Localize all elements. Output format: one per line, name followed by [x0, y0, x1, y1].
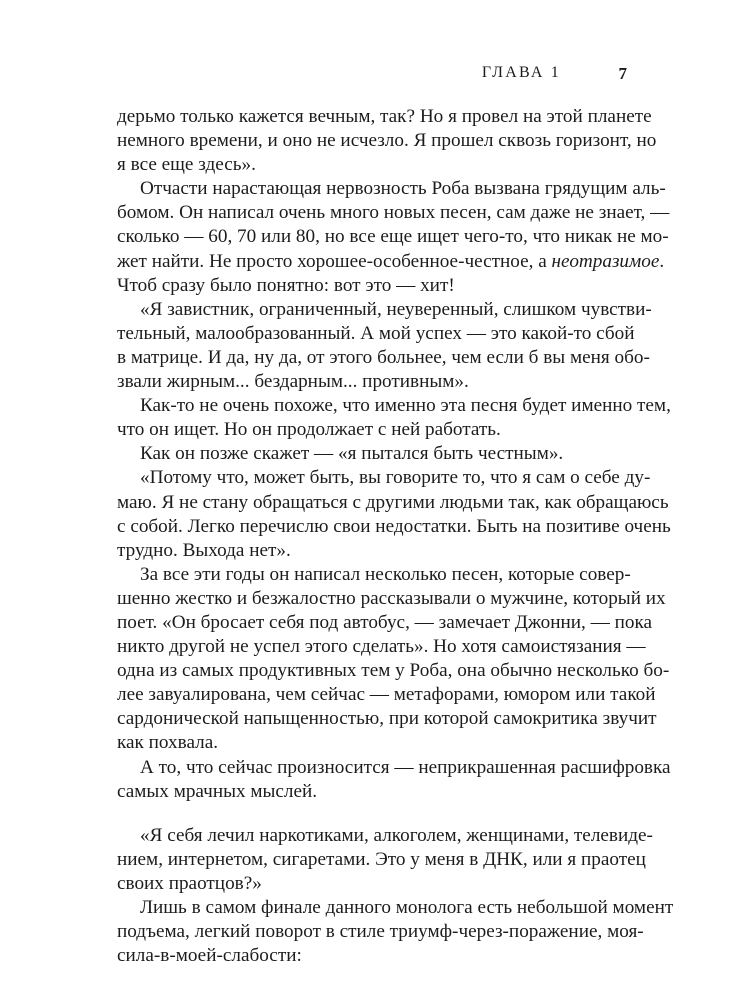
chapter-title: ГЛАВА 1	[481, 64, 561, 81]
running-header	[117, 64, 627, 88]
text-line: я все еще здесь».	[117, 154, 256, 176]
text-line: никто другой не успел этого сделать». Но хотя самоистязания —	[117, 636, 646, 658]
text-line: с собой. Легко перечислю свои недостатки. Быть на позитиве очень	[117, 515, 671, 537]
text-line: как похвала.	[117, 732, 219, 754]
emphasized-text: неотразимое	[551, 250, 660, 272]
text-line: А то, что сейчас произносится — неприкрашенная расшифровка	[140, 756, 671, 778]
text-line: своих праотцов?»	[117, 872, 262, 894]
text-line: дерьмо только кажется вечным, так? Но я провел на этой планете	[117, 106, 652, 127]
text-line: сила-в-моей-слабости:	[117, 945, 302, 967]
text-line: сардонической напыщенностью, при которой самокритика звучит	[117, 708, 657, 730]
text-line: одна из самых продуктивных тем у Роба, она обычно несколько бо-	[117, 660, 670, 682]
text-line: «Я себя лечил наркотиками, алкоголем, женщинами, телевиде-	[140, 824, 653, 846]
text-line: трудно. Выхода нет».	[117, 539, 291, 561]
paragraph	[117, 105, 657, 177]
text-line: Чтоб сразу было понятно: вот это — хит!	[117, 274, 455, 296]
text-line: Отчасти нарастающая нервозность Роба вызвана грядущим аль-	[140, 178, 666, 200]
text-line: Как он позже скажет — «я пытался быть честным».	[140, 443, 564, 465]
text-line: «Я завистник, ограниченный, неуверенный, слишком чувстви-	[140, 298, 652, 320]
body-text	[117, 105, 674, 968]
text-line: нием, интернетом, сигаретами. Это у меня в ДНК, или я праотец	[117, 848, 646, 870]
text-line: тельный, малообразованный. А мой успех — это какой-то сбой	[117, 322, 635, 344]
text-line: За все эти годы он написал несколько песен, которые совер-	[140, 563, 631, 585]
text-line: самых мрачных мыслей.	[117, 780, 318, 802]
paragraph-gap	[117, 804, 628, 824]
paragraph	[117, 298, 652, 394]
paragraph	[117, 896, 674, 968]
text-line: немного времени, и оно не исчезло. Я прошел сквозь горизонт, но	[117, 130, 657, 152]
text-line: подъема, легкий поворот в стиле триумф-через-поражение, моя-	[117, 921, 644, 943]
text-line: звали жирным... бездарным... противным».	[117, 371, 469, 393]
text-line: «Потому что, может быть, вы говорите то, что я сам о себе ду-	[140, 467, 651, 489]
paragraph	[117, 394, 671, 442]
text-line: бомом. Он написал очень много новых песен, сам даже не знает, —	[117, 202, 670, 224]
text-line: жет найти. Не просто хорошее-особенное-честное, а неотразимое.	[117, 250, 665, 272]
text-line: поет. «Он бросает себя под автобус, — замечает Джонни, — пока	[117, 611, 653, 633]
text-line: сколько — 60, 70 или 80, но все еще ищет чего-то, что никак не мо-	[117, 226, 669, 248]
paragraph	[117, 756, 671, 804]
paragraph	[117, 563, 670, 756]
text-line: лее завуалирована, чем сейчас — метафорами, юмором или такой	[117, 684, 656, 706]
text-line: Лишь в самом финале данного монолога есть небольшой момент	[140, 897, 674, 918]
text-line: шенно жестко и безжалостно рассказывали о мужчине, который их	[117, 587, 666, 609]
paragraph	[117, 177, 670, 297]
text-line: в матрице. И да, ну да, от этого больнее, чем если б вы меня обо-	[117, 346, 650, 368]
paragraph	[117, 824, 653, 896]
text-line: что он ищет. Но он продолжает с ней работать.	[117, 419, 501, 441]
text-line: Как-то не очень похоже, что именно эта песня будет именно тем,	[140, 395, 671, 417]
page-number: 7	[618, 64, 627, 83]
text-line: маю. Я не стану обращаться с другими людьми так, как обращаюсь	[117, 491, 669, 513]
paragraph	[117, 442, 628, 466]
paragraph	[117, 466, 671, 562]
